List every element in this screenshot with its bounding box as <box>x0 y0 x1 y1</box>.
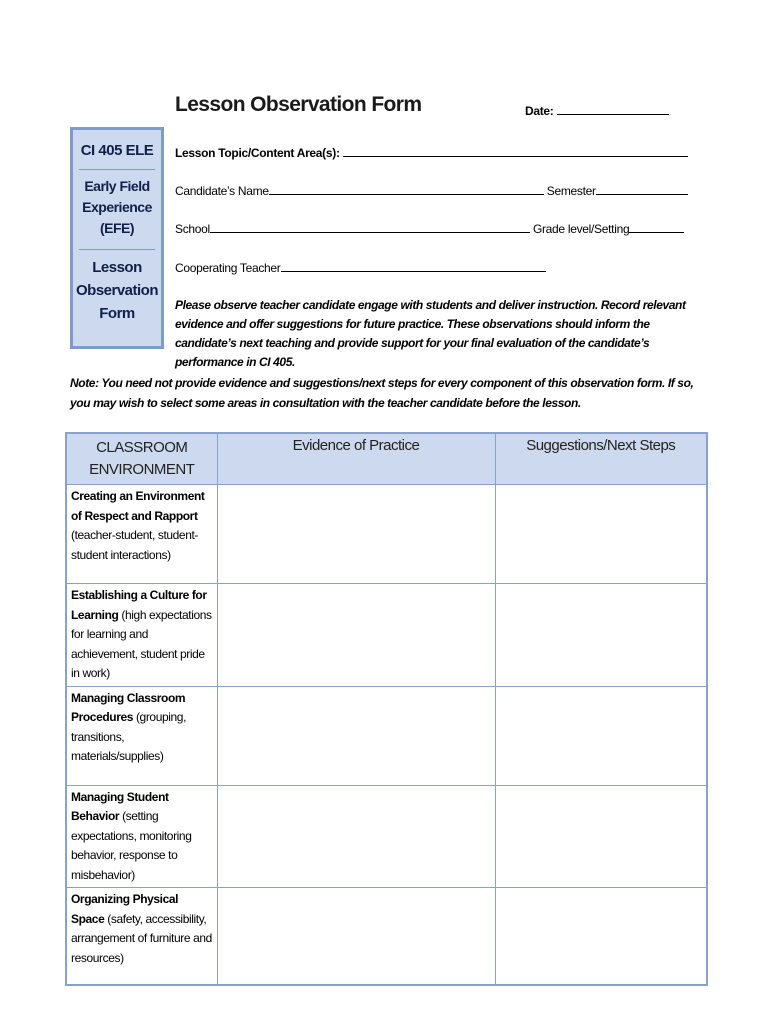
component-label: Establishing a Culture for Learning (high expectations for learning and achievement, student pride in work) <box>66 584 217 687</box>
evidence-cell[interactable] <box>217 785 495 888</box>
suggestions-cell[interactable] <box>495 785 707 888</box>
cooperating-teacher-label: Cooperating Teacher <box>175 261 281 275</box>
observation-table <box>65 432 708 986</box>
efe-line-1: Early Field <box>84 178 150 194</box>
sidebar-divider <box>79 249 155 250</box>
cooperating-teacher-blank[interactable] <box>281 259 546 272</box>
grade-level-blank[interactable] <box>629 220 684 233</box>
component-label: Managing Classroom Procedures (grouping, transitions, materials/supplies) <box>66 686 217 785</box>
date-blank[interactable] <box>557 102 669 115</box>
school-row <box>175 220 684 236</box>
school-blank[interactable] <box>210 220 530 233</box>
course-sidebar-box <box>70 127 164 349</box>
table-row <box>66 785 707 888</box>
component-label: Organizing Physical Space (safety, accessibility, arrangement of furniture and resources) <box>66 888 217 986</box>
evidence-cell[interactable] <box>217 686 495 785</box>
school-label: School <box>175 222 210 236</box>
suggestions-cell[interactable] <box>495 686 707 785</box>
lesson-topic-label: Lesson Topic/Content Area(s): <box>175 146 340 160</box>
form-line-1: Lesson <box>92 259 142 276</box>
lesson-topic-field[interactable] <box>175 144 688 160</box>
suggestions-cell[interactable] <box>495 485 707 584</box>
evidence-cell[interactable] <box>217 584 495 687</box>
sidebar-divider <box>79 169 155 170</box>
suggestions-cell[interactable] <box>495 888 707 986</box>
table-row <box>66 485 707 584</box>
course-code: CI 405 ELE <box>80 142 154 159</box>
candidate-name-blank[interactable] <box>269 182 544 195</box>
table-header-row <box>66 433 707 485</box>
form-line-2: Observation <box>75 282 159 299</box>
note-text: Note: You need not provide evidence and suggestions/next steps for every component of this observation form. If so, you may wish to select some areas in consultation with the teacher candidate before the lesson. <box>70 376 694 410</box>
grade-level-label: Grade level/Setting <box>532 222 630 236</box>
evidence-cell[interactable] <box>217 485 495 584</box>
candidate-row <box>175 182 688 198</box>
suggestions-cell[interactable] <box>495 584 707 687</box>
semester-blank[interactable] <box>596 182 688 195</box>
efe-line-2: Experience <box>82 199 152 215</box>
instructions-text: Please observe teacher candidate engage with students and deliver instruction. Record relevant evidence and offer suggestions for future practice. These observations should inform the candidate’s next teaching and provide support for your final evaluation of the candidate’s performance in CI 405. <box>175 298 686 369</box>
page-title: Lesson Observation Form <box>175 93 422 116</box>
table-row <box>66 686 707 785</box>
lesson-topic-blank[interactable] <box>343 144 688 157</box>
header-evidence-of-practice: Evidence of Practice <box>217 433 495 485</box>
candidate-name-label: Candidate’s Name <box>175 184 269 198</box>
header-suggestions-next-steps: Suggestions/Next Steps <box>495 433 707 485</box>
date-label: Date: <box>525 104 554 118</box>
table-row <box>66 584 707 687</box>
component-label: Creating an Environment of Respect and Rapport (teacher-student, student-student interactions) <box>66 485 217 584</box>
date-field[interactable] <box>525 102 669 118</box>
header-classroom-environment: CLASSROOM ENVIRONMENT <box>66 433 217 485</box>
efe-line-3: (EFE) <box>99 220 135 236</box>
form-line-3: Form <box>99 305 135 322</box>
semester-label: Semester <box>546 184 596 198</box>
evidence-cell[interactable] <box>217 888 495 986</box>
cooperating-teacher-row <box>175 259 546 275</box>
table-row <box>66 888 707 986</box>
component-label: Managing Student Behavior (setting expectations, monitoring behavior, response to misbehavior) <box>66 785 217 888</box>
